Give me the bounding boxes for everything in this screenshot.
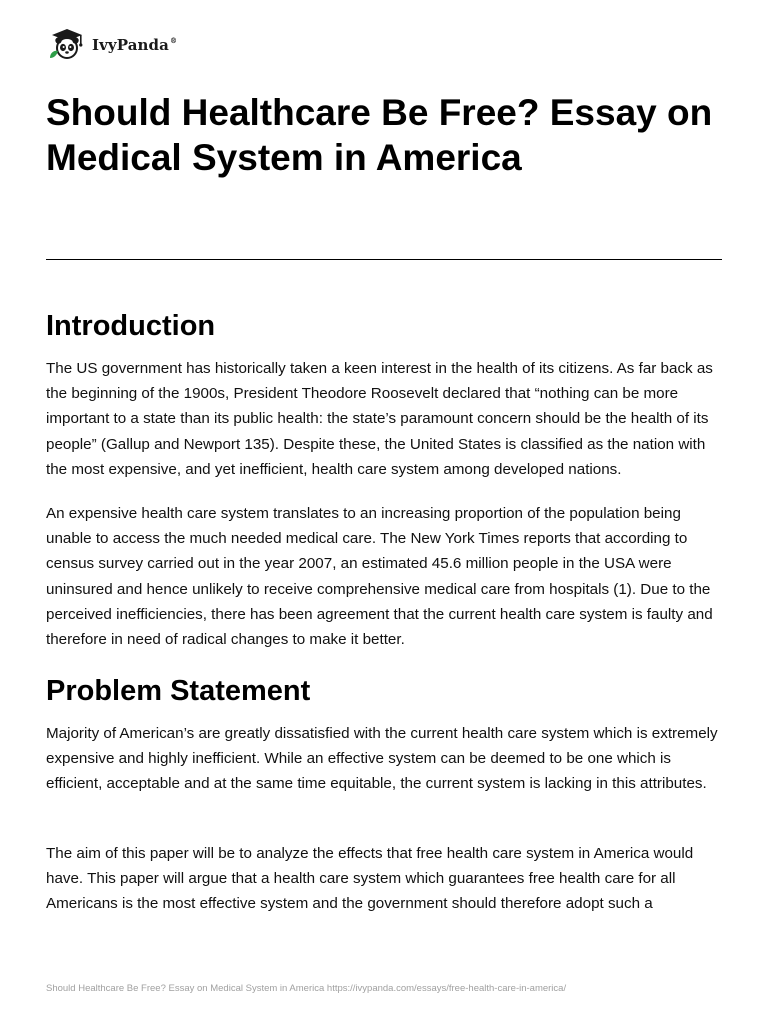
trademark-mark: ® [169,36,178,45]
paragraph: Majority of American’s are greatly dissatisfied with the current health care system which is extremely expensive and highly inefficient. While an effective system can be deemed to be one which is efficient, acceptable and at the same time equitable, the current system is lacking in this attributes. [46,725,718,793]
paragraph: The US government has historically taken a keen interest in the health of its citizens. As far back as the beginning of the 1900s, President Theodore Roosevelt declared that “nothing can be more important to a state than its public health: the state’s paramount concern should be the health of its people” (Gallup and Newport 135). Despite these, the United States is classified as the nation with the most expensive, and yet inefficient, health care system among developed nations. [46,360,713,478]
title-divider [46,259,722,260]
section-heading-introduction: Introduction [46,310,216,342]
paragraph: The aim of this paper will be to analyze the effects that free health care system in America would have. This paper will argue that a health care system which guarantees free health care for all Americans is the most effective system and the government should therefore adopt such a [46,845,694,913]
page-title: Should Healthcare Be Free? Essay on Medical System in America [46,92,713,178]
footer-source-line: Should Healthcare Be Free? Essay on Medical System in America https://ivypanda.com/essays/free-health-care-in-america/ [46,983,567,994]
brand-name: IvyPanda® [92,36,178,54]
section-heading-problem-statement: Problem Statement [46,675,311,707]
panda-logo-icon [46,28,88,62]
paragraph: An expensive health care system translates to an increasing proportion of the population being unable to access the much needed medical care. The New York Times reports that according to census survey carried out in the year 2007, an estimated 45.6 million people in the USA were uninsured and hence unlikely to receive comprehensive medical care from hospitals (1). Due to the perceived inefficiencies, there has been agreement that the current health care system is faulty and therefore in need of radical changes to make it better. [46,505,713,649]
brand-logo[interactable] [46,28,177,62]
